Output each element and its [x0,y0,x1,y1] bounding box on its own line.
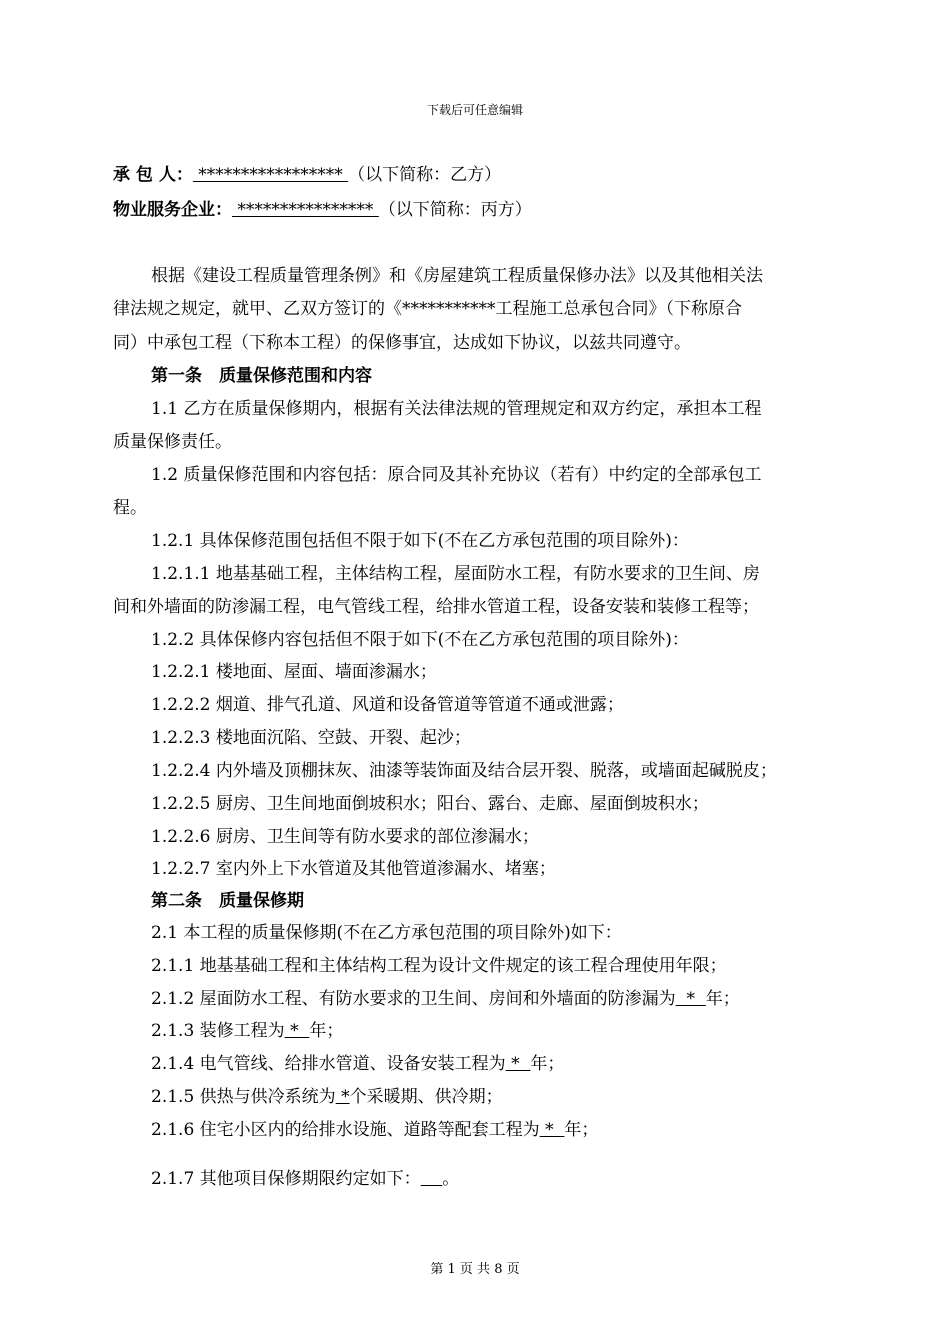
property-company-label: 物业服务企业： [113,200,232,220]
clause-line: 1.2.2 具体保修内容包括但不限于如下(不在乙方承包范围的项目除外)： [151,630,689,650]
clause-line: 1.2 质量保修范围和内容包括：原合同及其补充协议（若有）中约定的全部承包工 [151,465,762,485]
clause-text: 。 [442,1169,460,1189]
contractor-label: 承 包 人： [113,165,193,185]
property-company-line [113,199,532,221]
fill-in-blank: * [335,1087,350,1107]
fill-in-blank: * [505,1054,531,1074]
page-footer: 第 1 页 共 8 页 [430,1262,520,1277]
article-2-title: 第二条 质量保修期 [151,891,304,911]
fill-in-blank: * [539,1120,565,1140]
intro-line: 同）中承包工程（下称本工程）的保修事宜，达成如下协议，以兹共同遵守。 [113,333,691,353]
clause-line-2-1-2 [151,988,740,1010]
clause-line-2-1-3 [151,1020,343,1042]
clause-line: 1.2.2.2 烟道、排气孔道、风道和设备管道等管道不通或泄露； [151,695,624,715]
clause-line-2-1-5 [151,1086,503,1108]
clause-line: 1.2.2.6 厨房、卫生间等有防水要求的部位渗漏水； [151,827,539,847]
clause-text: 2.1.2 屋面防水工程、有防水要求的卫生间、房间和外墙面的防渗漏为 [151,989,676,1009]
clause-line: 程。 [113,498,147,518]
clause-text: 年； [530,1054,565,1074]
clause-line: 质量保修责任。 [113,432,232,452]
clause-text: 2.1.4 电气管线、给排水管道、设备安装工程为 [151,1054,506,1074]
clause-text: 2.1.7 其他项目保修期限约定如下： [151,1169,421,1189]
property-company-value: **************** [232,200,379,220]
intro-line: 律法规之规定，就甲、乙双方签订的《***********工程施工总承包合同》（下称原合 [113,299,742,319]
fill-in-blank: * [284,1021,310,1041]
clause-text: 年； [705,989,740,1009]
clause-text: 2.1.6 住宅小区内的给排水设施、道路等配套工程为 [151,1120,540,1140]
clause-text: 2.1.5 供热与供冷系统为 [151,1087,336,1107]
clause-text: 个采暖期、供冷期； [349,1087,503,1107]
clause-line: 1.2.1.1 地基基础工程，主体结构工程，屋面防水工程，有防水要求的卫生间、房 [151,564,760,584]
clause-line-2-1-6 [151,1119,598,1141]
fill-in-blank: * [675,989,706,1009]
contractor-line [113,164,501,186]
clause-line: 2.1 本工程的质量保修期(不在乙方承包范围的项目除外)如下： [151,923,622,943]
page-header: 下载后可任意编辑 [426,103,523,117]
contractor-suffix: （以下简称：乙方） [348,165,502,185]
clause-text: 2.1.3 装修工程为 [151,1021,285,1041]
clause-line: 1.2.2.7 室内外上下水管道及其他管道渗漏水、堵塞； [151,859,556,879]
clause-line-2-1-7 [151,1168,459,1190]
clause-line: 1.2.1 具体保修范围包括但不限于如下(不在乙方承包范围的项目除外)： [151,531,689,551]
clause-line: 1.2.2.1 楼地面、屋面、墙面渗漏水； [151,662,437,682]
clause-text: 年； [309,1021,344,1041]
clause-line: 1.1 乙方在质量保修期内，根据有关法律法规的管理规定和双方约定，承担本工程 [151,399,762,419]
article-1-title: 第一条 质量保修范围和内容 [151,366,372,386]
clause-line: 2.1.1 地基基础工程和主体结构工程为设计文件规定的该工程合理使用年限； [151,956,727,976]
contractor-value: ***************** [192,165,349,185]
clause-line: 1.2.2.3 楼地面沉陷、空鼓、开裂、起沙； [151,728,471,748]
property-company-suffix: （以下简称：丙方） [378,200,532,220]
clause-line: 1.2.2.4 内外墙及顶棚抹灰、油漆等装饰面及结合层开裂、脱落，或墙面起碱脱皮； [151,761,777,781]
clause-line-2-1-4 [151,1053,564,1075]
fill-in-blank [421,1169,443,1189]
clause-text: 年； [564,1120,599,1140]
clause-line: 1.2.2.5 厨房、卫生间地面倒坡积水；阳台、露台、走廊、屋面倒坡积水； [151,794,709,814]
intro-line: 根据《建设工程质量管理条例》和《房屋建筑工程质量保修办法》以及其他相关法 [151,266,763,286]
clause-line: 间和外墙面的防渗漏工程，电气管线工程，给排水管道工程，设备安装和装修工程等； [113,597,759,617]
